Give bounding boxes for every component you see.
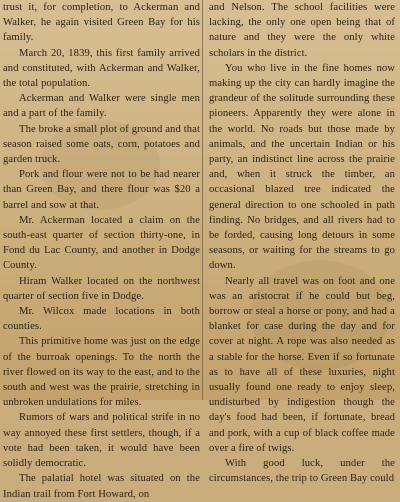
paragraph: Rumors of wars and political strife in no way annoyed these first settlers, though, if a vote had been taken, it would have been solidly democratic. (3, 412, 200, 470)
paragraph: March 20, 1839, this first family arrived and constituted, with Ackerman and Walker, the total population. (3, 47, 200, 90)
paragraph: Hiram Walker located on the northwest quarter of section five in Dodge. (3, 275, 200, 302)
paragraph: Nearly all travel was on foot and one was an aristocrat if he could but beg, borrow or steal a horse or pony, and had a blanket for case during the day and for cover at night. A rope was also needed as a stable for the horse. Even if so fortunate as to have all of these luxuries, night usually found one ready to enjoy sleep, undisturbed by indigestion though the day's food had been, if fortunate, bread and pork, with a cup of black coffee made over a fire of twigs. (209, 275, 395, 454)
right-column (209, 0, 395, 485)
paragraph: Ackerman and Walker were single men and a part of the family. (3, 93, 200, 120)
paragraph: Pork and flour were not to be had nearer than Green Bay, and there flour was $20 a barrel and sow at that. (3, 169, 200, 211)
paragraph: and Nelson. The school facilities were lacking, the only one open being that of nature and they were the only white scholars in the district. (209, 2, 395, 59)
column-divider (202, 0, 203, 400)
paragraph: This primitive home was just on the edge of the burroak openings. To the north the river flowed on its way to the east, and to the south and west was the prairie, stretching in unbroken undulations for miles. (3, 336, 200, 409)
paragraph: Mr. Wilcox made locations in both counties. (3, 306, 200, 333)
left-column (0, 0, 200, 500)
paragraph: With good luck, under the circumstances, the trip to Green Bay could (209, 458, 395, 485)
paragraph: You who live in the fine homes now making up the city can hardly imagine the grandeur of the solitude surrounding these pioneers. Apparently they were alone in the world. No roads but those made by animals, and the uncertain Indian or his party, an indistinct line across the prairie and, when it struck the timber, an occasional blazed tree indicated the general direction to one schooled in path finding. No bridges, and all rivers had to be forded, causing long detours in some seasons, or waiting for the streams to go down. (209, 62, 395, 272)
paragraph: The broke a small plot of ground and that season raised some oats, corn, potatoes and garden truck. (3, 123, 200, 166)
paragraph: trust it, for completion, to Ackerman and Walker, he again visited Green Bay for his family. (3, 2, 200, 44)
paragraph: Mr. Ackerman located a claim on the south-east quarter of section thirty-one, in Fond du Lac County, and another in Dodge County. (3, 214, 200, 272)
paragraph: The palatial hotel was situated on the Indian trail from Fort Howard, on (3, 473, 200, 500)
